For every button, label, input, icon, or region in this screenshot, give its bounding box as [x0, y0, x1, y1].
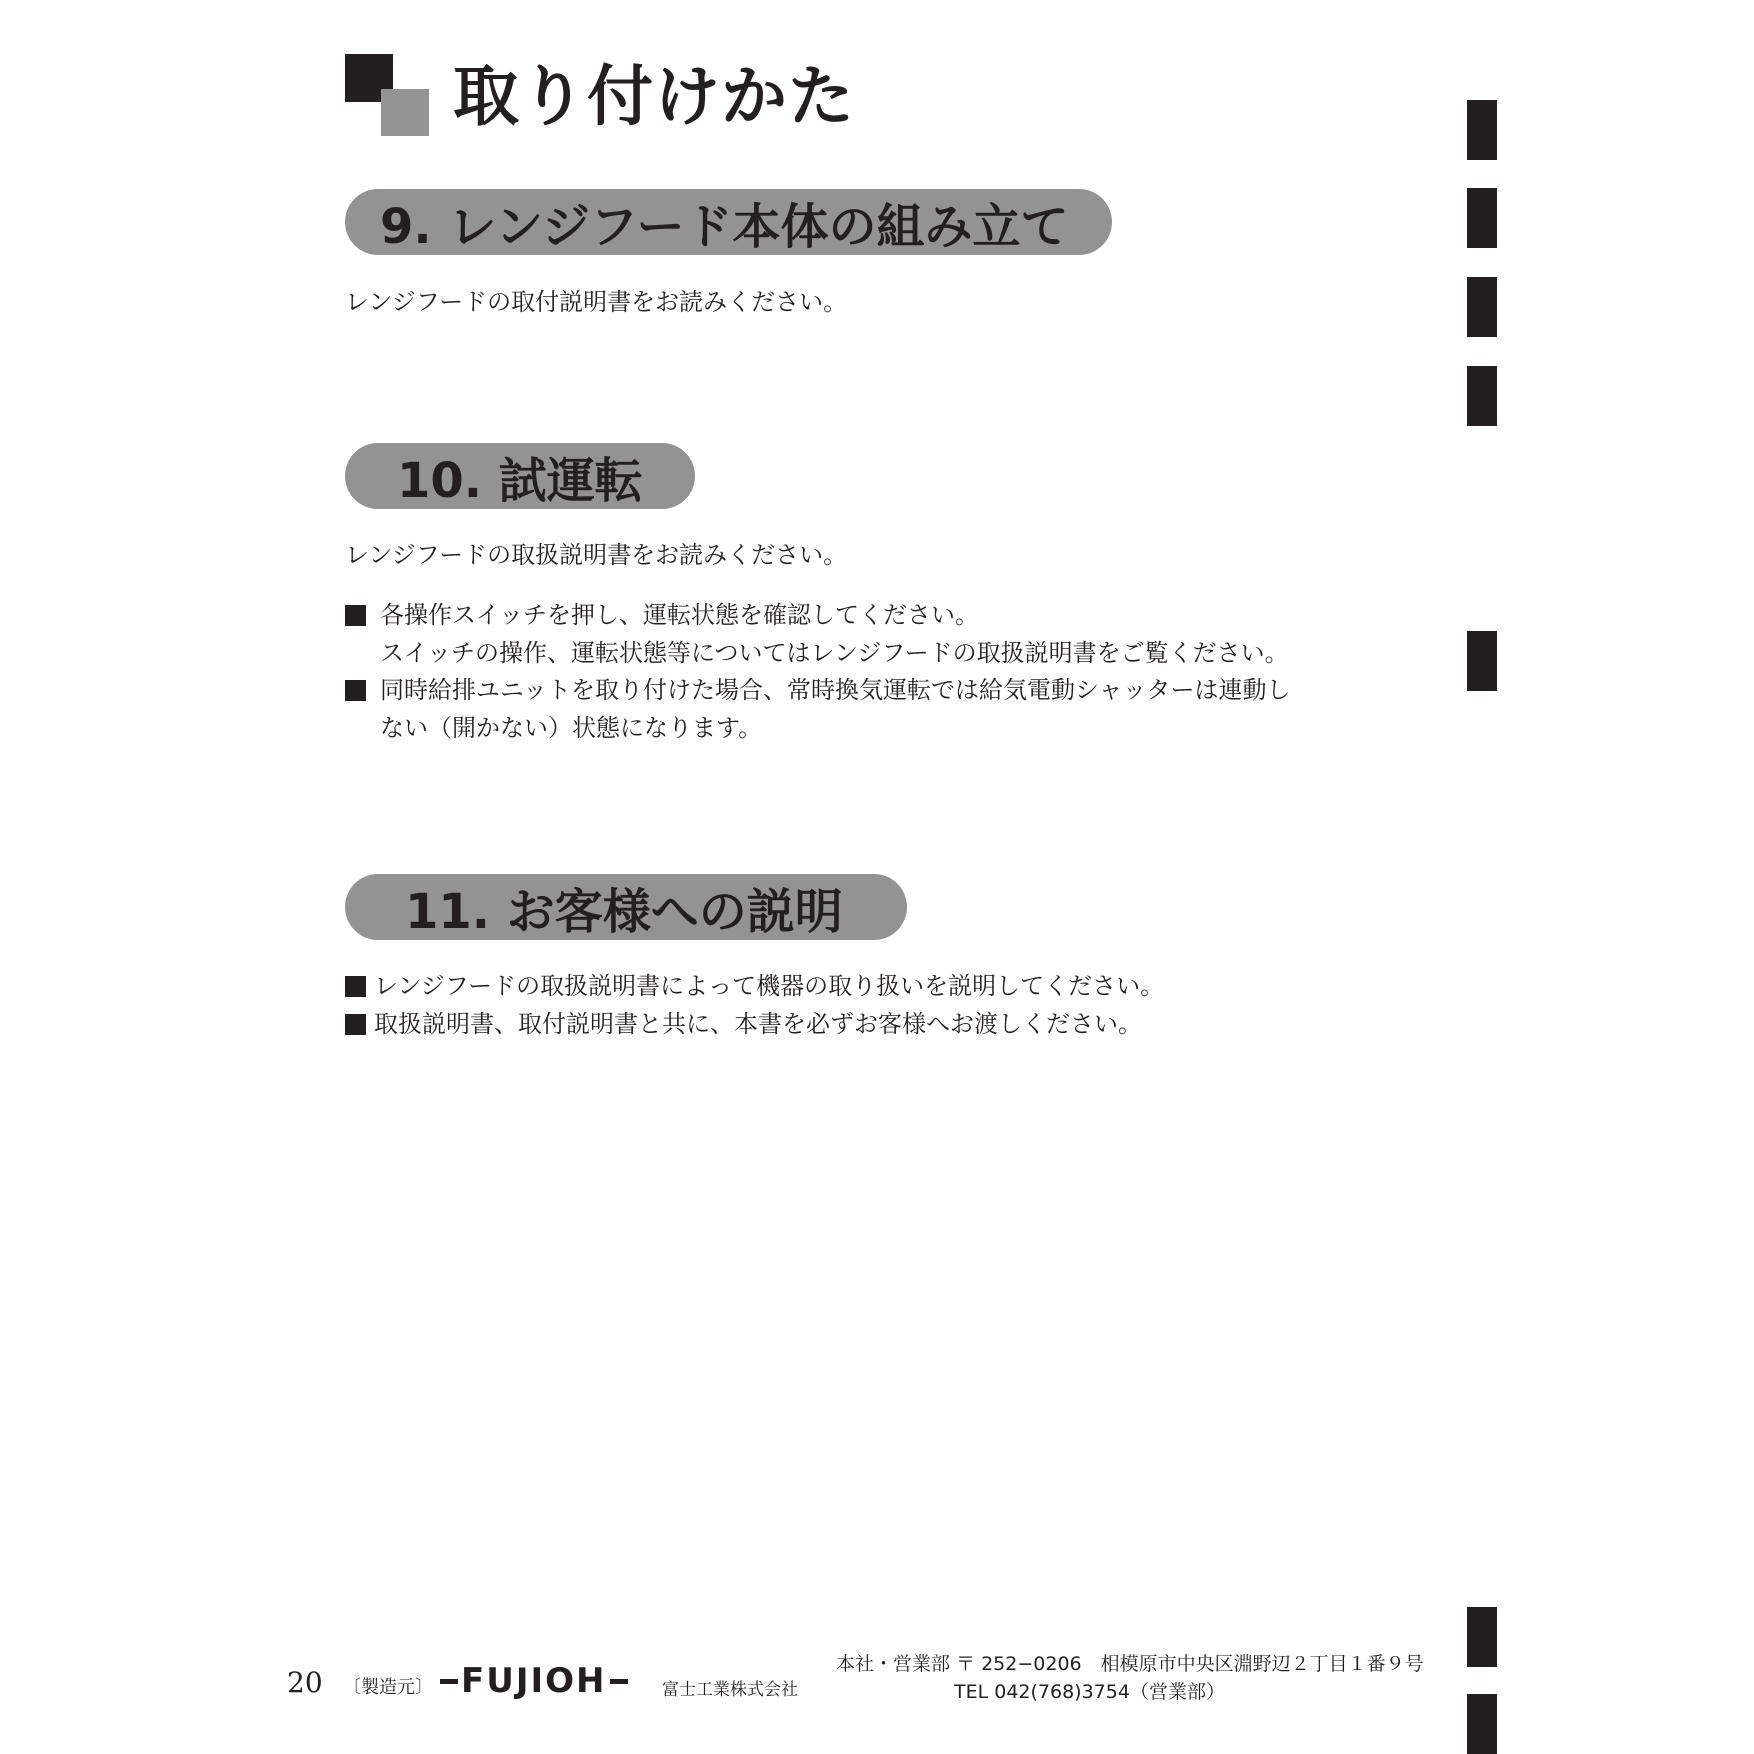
company-name: 富士工業株式会社 [662, 1680, 798, 1700]
tel-line: TEL 042(768)3754（営業部） [954, 1681, 1225, 1703]
logo-dash-right [610, 1679, 628, 1684]
index-tab-marker [1467, 1694, 1497, 1754]
bullet-line: レンジフードの取扱説明書によって機器の取り扱いを説明してください。 [374, 972, 1165, 1000]
bullet-line: 取扱説明書、取付説明書と共に、本書を必ずお客様へお渡しください。 [374, 1009, 1142, 1038]
index-tab-marker [1467, 631, 1497, 691]
section-9-intro: レンジフードの取付説明書をお読みください。 [345, 288, 848, 316]
bullet-line: 各操作スイッチを押し、運転状態を確認してください。 [380, 601, 980, 629]
index-tab-marker [1467, 188, 1497, 248]
logo-dash-left [440, 1679, 458, 1684]
bullet-square-icon [345, 976, 366, 997]
bullet-line: 同時給排ユニットを取り付けた場合、常時換気運転では給気電動シャッターは連動し [380, 676, 1291, 704]
list-item [345, 968, 1164, 1006]
title-square-gray [381, 89, 429, 136]
section-9-heading [345, 189, 1112, 255]
index-tab-marker [1467, 277, 1497, 337]
page-number: 20 [287, 1666, 323, 1699]
section-10-bullet-list [345, 597, 1291, 747]
section-11-bullet-list [345, 968, 1164, 1043]
bullet-line: スイッチの操作、運転状態等についてはレンジフードの取扱説明書をご覧ください。 [380, 638, 1289, 667]
page-title: 取り付けかた [453, 58, 855, 135]
section-11-heading [345, 874, 907, 940]
bullet-line: ない（開かない）状態になります。 [380, 713, 763, 742]
list-item [345, 672, 1291, 747]
address-line: 本社・営業部 〒 252−0206 相模原市中央区淵野辺２丁目１番９号 [836, 1653, 1424, 1675]
maker-label: 〔製造元〕 [343, 1677, 433, 1698]
list-item [345, 597, 1291, 672]
index-tab-marker [1467, 100, 1497, 160]
index-tab-marker [1467, 366, 1497, 426]
index-tab-marker [1467, 1607, 1497, 1667]
brand-logo [437, 1661, 631, 1701]
section-10-heading-text: 10. 試運転 [397, 452, 643, 509]
section-11-heading-text: 11. お客様への説明 [405, 883, 843, 940]
section-10-heading [345, 443, 695, 509]
brand-logo-text: FUJIOH [461, 1661, 607, 1701]
list-item [345, 1006, 1164, 1044]
bullet-square-icon [345, 680, 366, 701]
section-9-heading-text: 9. レンジフード本体の組み立て [380, 198, 1069, 255]
section-10-intro: レンジフードの取扱説明書をお読みください。 [345, 541, 848, 569]
bullet-square-icon [345, 605, 366, 626]
bullet-square-icon [345, 1014, 366, 1035]
